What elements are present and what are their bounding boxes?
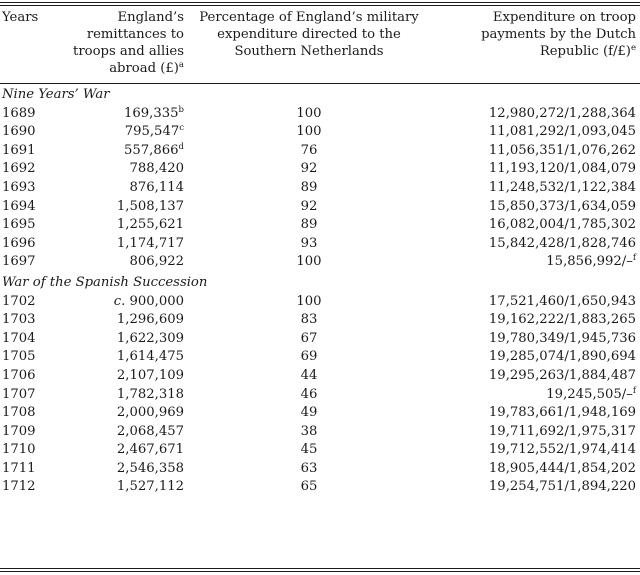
footnote-marker: b — [178, 104, 184, 115]
table-row — [0, 423, 640, 442]
cell-remittance — [50, 423, 190, 442]
remittance-value: 2,546,358 — [116, 460, 184, 476]
cell-expenditure — [428, 423, 640, 442]
cell-remittance — [50, 123, 190, 142]
remittance-value: 1,255,621 — [116, 217, 184, 233]
table-row — [0, 460, 640, 479]
header-expenditure: Expenditure on troop payments by the Dutch Republic (f/£)$^e$ — [481, 10, 636, 59]
cell-remittance — [50, 160, 190, 179]
footnote-marker: f — [632, 385, 636, 396]
remittance-value: 1,782,318 — [116, 386, 184, 402]
expenditure-value: 11,248,532/1,122,384 — [488, 179, 636, 195]
expenditure-value: 15,842,428/1,828,746 — [488, 235, 636, 251]
table-row — [0, 105, 640, 124]
cell-percentage: 92 — [300, 161, 318, 177]
cell-year: 1693 — [2, 179, 36, 195]
cell-expenditure — [428, 160, 640, 179]
table-header — [0, 6, 640, 84]
cell-percentage: 49 — [300, 405, 318, 421]
remittance-value: 795,547 — [124, 124, 180, 140]
cell-expenditure — [428, 311, 640, 330]
expenditure-value: 11,193,120/1,084,079 — [488, 161, 636, 177]
table-row — [0, 179, 640, 198]
cell-year: 1694 — [2, 198, 36, 214]
expenditure-value: 19,780,349/1,945,736 — [488, 330, 636, 346]
table-row — [0, 235, 640, 254]
cell-year: 1704 — [2, 330, 36, 346]
cell-percentage: 67 — [300, 330, 318, 346]
table-row — [0, 311, 640, 330]
cell-expenditure — [428, 441, 640, 460]
remittance-value: 1,614,475 — [116, 349, 184, 365]
cell-percentage: 69 — [300, 349, 318, 365]
section-title: Nine Years’ War — [2, 87, 110, 102]
expenditure-value: 19,711,692/1,975,317 — [488, 423, 636, 439]
cell-year: 1691 — [2, 142, 36, 158]
remittance-value: 2,068,457 — [116, 423, 184, 439]
cell-remittance — [50, 460, 190, 479]
table-row — [0, 142, 640, 161]
cell-remittance — [50, 179, 190, 198]
cell-year: 1689 — [2, 105, 36, 121]
cell-expenditure — [428, 478, 640, 497]
cell-remittance — [50, 253, 190, 272]
cell-percentage: 100 — [296, 293, 322, 309]
circa-prefix: c. — [113, 293, 126, 309]
section-header-row — [0, 272, 640, 293]
remittance-value: 1,296,609 — [116, 312, 184, 328]
cell-expenditure — [428, 216, 640, 235]
table-row — [0, 216, 640, 235]
cell-percentage: 93 — [300, 235, 318, 251]
cell-percentage: 89 — [300, 217, 318, 233]
table-row — [0, 293, 640, 312]
cell-year: 1709 — [2, 423, 36, 439]
expenditure-value: 12,980,272/1,288,364 — [488, 105, 636, 121]
cell-percentage: 100 — [296, 254, 322, 270]
cell-expenditure — [428, 386, 640, 405]
expenditure-value: 19,712,552/1,974,414 — [488, 442, 636, 458]
remittance-value: 557,866 — [124, 142, 179, 158]
section-title: War of the Spanish Succession — [2, 274, 208, 290]
table-row — [0, 348, 640, 367]
footnote-marker: d — [178, 141, 184, 152]
remittance-value: 2,467,671 — [116, 442, 184, 458]
table-row — [0, 198, 640, 217]
cell-remittance — [50, 105, 190, 124]
cell-percentage: 100 — [296, 124, 322, 140]
cell-percentage: 65 — [300, 479, 318, 495]
expenditure-value: 19,245,505/– — [546, 386, 633, 402]
cell-percentage: 83 — [300, 312, 318, 328]
cell-year: 1710 — [2, 442, 36, 458]
table-row — [0, 253, 640, 272]
cell-remittance — [50, 216, 190, 235]
cell-expenditure — [428, 179, 640, 198]
cell-percentage: 44 — [300, 367, 318, 383]
remittance-value: 2,000,969 — [116, 405, 184, 421]
cell-year: 1702 — [2, 293, 36, 309]
cell-expenditure — [428, 105, 640, 124]
expenditure-value: 15,850,373/1,634,059 — [488, 198, 636, 214]
cell-expenditure — [428, 293, 640, 312]
bottom-rule-double — [0, 571, 640, 572]
table-row — [0, 404, 640, 423]
cell-remittance — [50, 441, 190, 460]
cell-percentage: 92 — [300, 198, 318, 214]
cell-remittance — [50, 330, 190, 349]
cell-expenditure — [428, 330, 640, 349]
footnote-marker: c — [179, 123, 184, 134]
remittance-value: 788,420 — [129, 161, 184, 177]
data-table — [0, 6, 640, 497]
table-row — [0, 478, 640, 497]
top-rule — [0, 2, 640, 3]
table-row — [0, 367, 640, 386]
cell-percentage: 45 — [300, 442, 318, 458]
cell-expenditure — [428, 404, 640, 423]
expenditure-value: 19,285,074/1,890,694 — [488, 349, 636, 365]
header-remittances: England’s remittances to troops and allies abroad (£)$^a$ — [73, 10, 184, 76]
cell-expenditure — [428, 253, 640, 272]
expenditure-value: 15,856,992/– — [546, 254, 633, 270]
remittance-value: 1,508,137 — [116, 198, 184, 214]
remittance-value: 806,922 — [129, 254, 184, 270]
table-body — [0, 84, 640, 498]
cell-percentage: 46 — [300, 386, 318, 402]
cell-year: 1703 — [2, 312, 36, 328]
table-row — [0, 441, 640, 460]
section-header-row — [0, 84, 640, 105]
cell-percentage: 38 — [300, 423, 318, 439]
table-row — [0, 160, 640, 179]
cell-remittance — [50, 478, 190, 497]
bottom-rule — [0, 568, 640, 569]
cell-percentage: 100 — [296, 105, 322, 121]
cell-year: 1706 — [2, 367, 36, 383]
table-row — [0, 386, 640, 405]
cell-remittance — [50, 348, 190, 367]
remittance-value: 900,000 — [125, 293, 184, 309]
cell-remittance — [50, 293, 190, 312]
cell-year: 1708 — [2, 405, 36, 421]
cell-expenditure — [428, 235, 640, 254]
expenditure-value: 11,081,292/1,093,045 — [488, 124, 636, 140]
expenditure-value: 16,082,004/1,785,302 — [488, 217, 636, 233]
cell-year: 1711 — [2, 460, 36, 476]
cell-remittance — [50, 142, 190, 161]
cell-year: 1695 — [2, 217, 36, 233]
expenditure-value: 17,521,460/1,650,943 — [488, 293, 636, 309]
expenditure-value: 19,783,661/1,948,169 — [488, 405, 636, 421]
cell-percentage: 89 — [300, 179, 318, 195]
cell-year: 1712 — [2, 479, 36, 495]
cell-remittance — [50, 367, 190, 386]
cell-remittance — [50, 235, 190, 254]
expenditure-value: 19,254,751/1,894,220 — [488, 479, 636, 495]
expenditure-value: 19,162,222/1,883,265 — [488, 312, 636, 328]
cell-year: 1692 — [2, 161, 36, 177]
remittance-value: 169,335 — [124, 105, 179, 121]
cell-year: 1690 — [2, 124, 36, 140]
cell-expenditure — [428, 198, 640, 217]
cell-year: 1697 — [2, 254, 36, 270]
cell-expenditure — [428, 348, 640, 367]
cell-remittance — [50, 386, 190, 405]
cell-year: 1707 — [2, 386, 36, 402]
remittance-value: 1,527,112 — [116, 479, 184, 495]
remittance-value: 1,174,717 — [116, 235, 184, 251]
cell-year: 1705 — [2, 349, 36, 365]
remittance-value: 876,114 — [129, 179, 184, 195]
header-percentage: Percentage of England’s military expenditure directed to the Southern Netherlands — [199, 10, 419, 59]
expenditure-value: 19,295,263/1,884,487 — [488, 367, 636, 383]
remittance-value: 2,107,109 — [116, 367, 184, 383]
cell-expenditure — [428, 123, 640, 142]
footnote-marker: f — [632, 253, 636, 264]
table-row — [0, 123, 640, 142]
table-row — [0, 330, 640, 349]
cell-expenditure — [428, 460, 640, 479]
header-years: Years — [2, 10, 39, 25]
cell-remittance — [50, 404, 190, 423]
cell-expenditure — [428, 367, 640, 386]
cell-remittance — [50, 198, 190, 217]
cell-expenditure — [428, 142, 640, 161]
cell-percentage: 63 — [300, 460, 318, 476]
expenditure-value: 11,056,351/1,076,262 — [488, 142, 636, 158]
cell-year: 1696 — [2, 235, 36, 251]
remittance-value: 1,622,309 — [116, 330, 184, 346]
expenditure-value: 18,905,444/1,854,202 — [488, 460, 636, 476]
cell-remittance — [50, 311, 190, 330]
cell-percentage: 76 — [300, 142, 318, 158]
